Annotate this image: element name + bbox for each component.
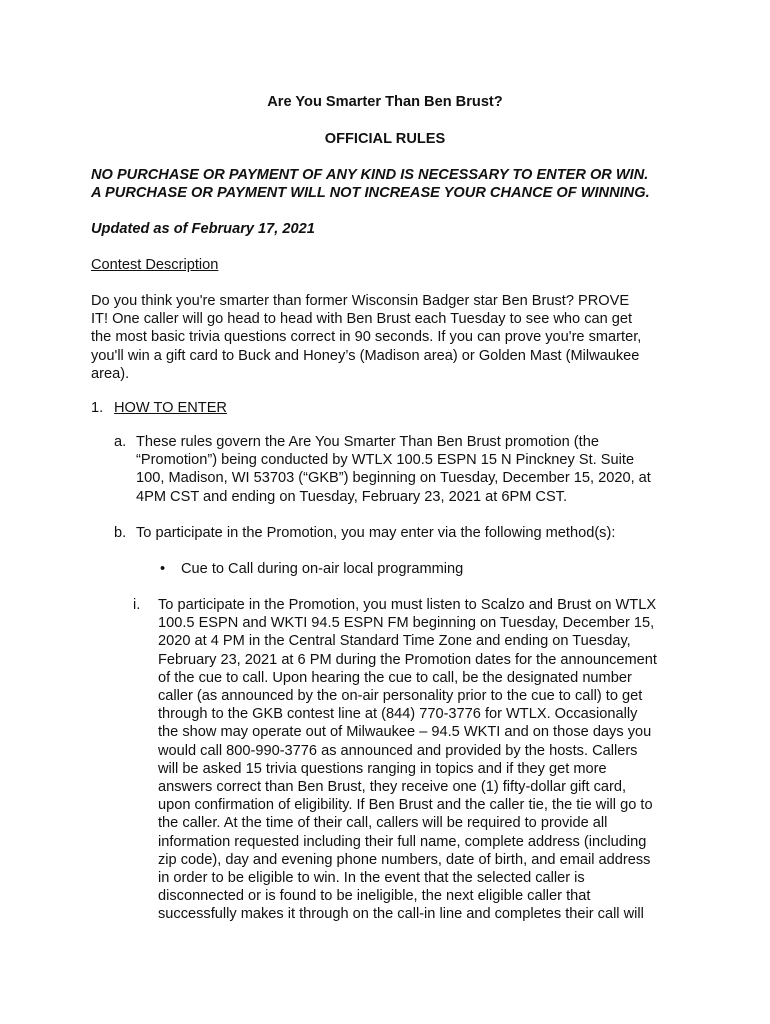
item-i-text: To participate in the Promotion, you must listen to Scalzo and Brust on WTLX 100.5 ESPN and WKTI 94.5 ESPN FM beginning on Tuesday, December 15, 2020 at 4 PM in the Central Standard Time Zone and ending on Tuesday, February 23, 2021 at 6 PM during the Promotion dates for the announcement of the cue to call. Upon hearing the cue to call, be the designated number caller (as announced by the on-air personality prior to the cue to call) to get through to the GKB contest line at (844) 770-3776 for WTLX. Occasionally the show may operate out of Milwaukee – 94.5 WKTI and on those days you would call 800-990-3776 as announced and provided by the hosts. Callers will be asked 15 trivia questions ranging in topics and if they get more answers correct than Ben Brust, they receive one (1) fifty-dollar gift card, upon confirmation of eligibility. If Ben Brust and the caller tie, the tie will go to the caller. At the time of their call, callers will be required to provide all information requested including their full name, complete address (including zip code), day and evening phone numbers, date of birth, and email address in order to be eligible to win. In the event that the selected caller is disconnected or is found to be ineligible, the next eligible caller that successfully makes it through on the call-in line and completes their call will	[158, 597, 657, 923]
disclaimer-text: NO PURCHASE OR PAYMENT OF ANY KIND IS NECESSARY TO ENTER OR WIN. A PURCHASE OR PAYMENT WILL NOT INCREASE YOUR CHANCE OF WINNING.	[91, 167, 650, 202]
bullet-text: Cue to Call during on-air local programming	[181, 561, 464, 577]
updated-date: Updated as of February 17, 2021	[91, 221, 315, 237]
item-a-text: These rules govern the Are You Smarter Than Ben Brust promotion (the “Promotion”) being conducted by WTLX 100.5 ESPN 15 N Pinckney St. Suite 100, Madison, WI 53703 (“GKB”) beginning on Tuesday, December 15, 2020, at 4PM CST and ending on Tuesday, February 23, 2021 at 6PM CST.	[136, 434, 651, 505]
item-b-marker: b.	[114, 525, 127, 541]
section-number: 1.	[91, 400, 104, 416]
item-a-marker: a.	[114, 434, 127, 450]
contest-description-heading: Contest Description	[91, 257, 219, 273]
document-subtitle: OFFICIAL RULES	[324, 131, 446, 147]
document-title: Are You Smarter Than Ben Brust?	[267, 94, 503, 110]
bullet-icon: •	[160, 561, 166, 577]
contest-description-body: Do you think you're smarter than former Wisconsin Badger star Ben Brust? PROVE IT! One caller will go head to head with Ben Brust each Tuesday to see who can get the most basic trivia questions correct in 90 seconds. If you can prove you're smarter, you'll win a gift card to Buck and Honey’s (Madison area) or Golden Mast (Milwaukee area).	[91, 293, 642, 382]
section-heading-how-to-enter: HOW TO ENTER	[114, 400, 227, 416]
item-b-text: To participate in the Promotion, you may enter via the following method(s):	[136, 525, 616, 541]
item-i-marker: i.	[133, 597, 141, 613]
